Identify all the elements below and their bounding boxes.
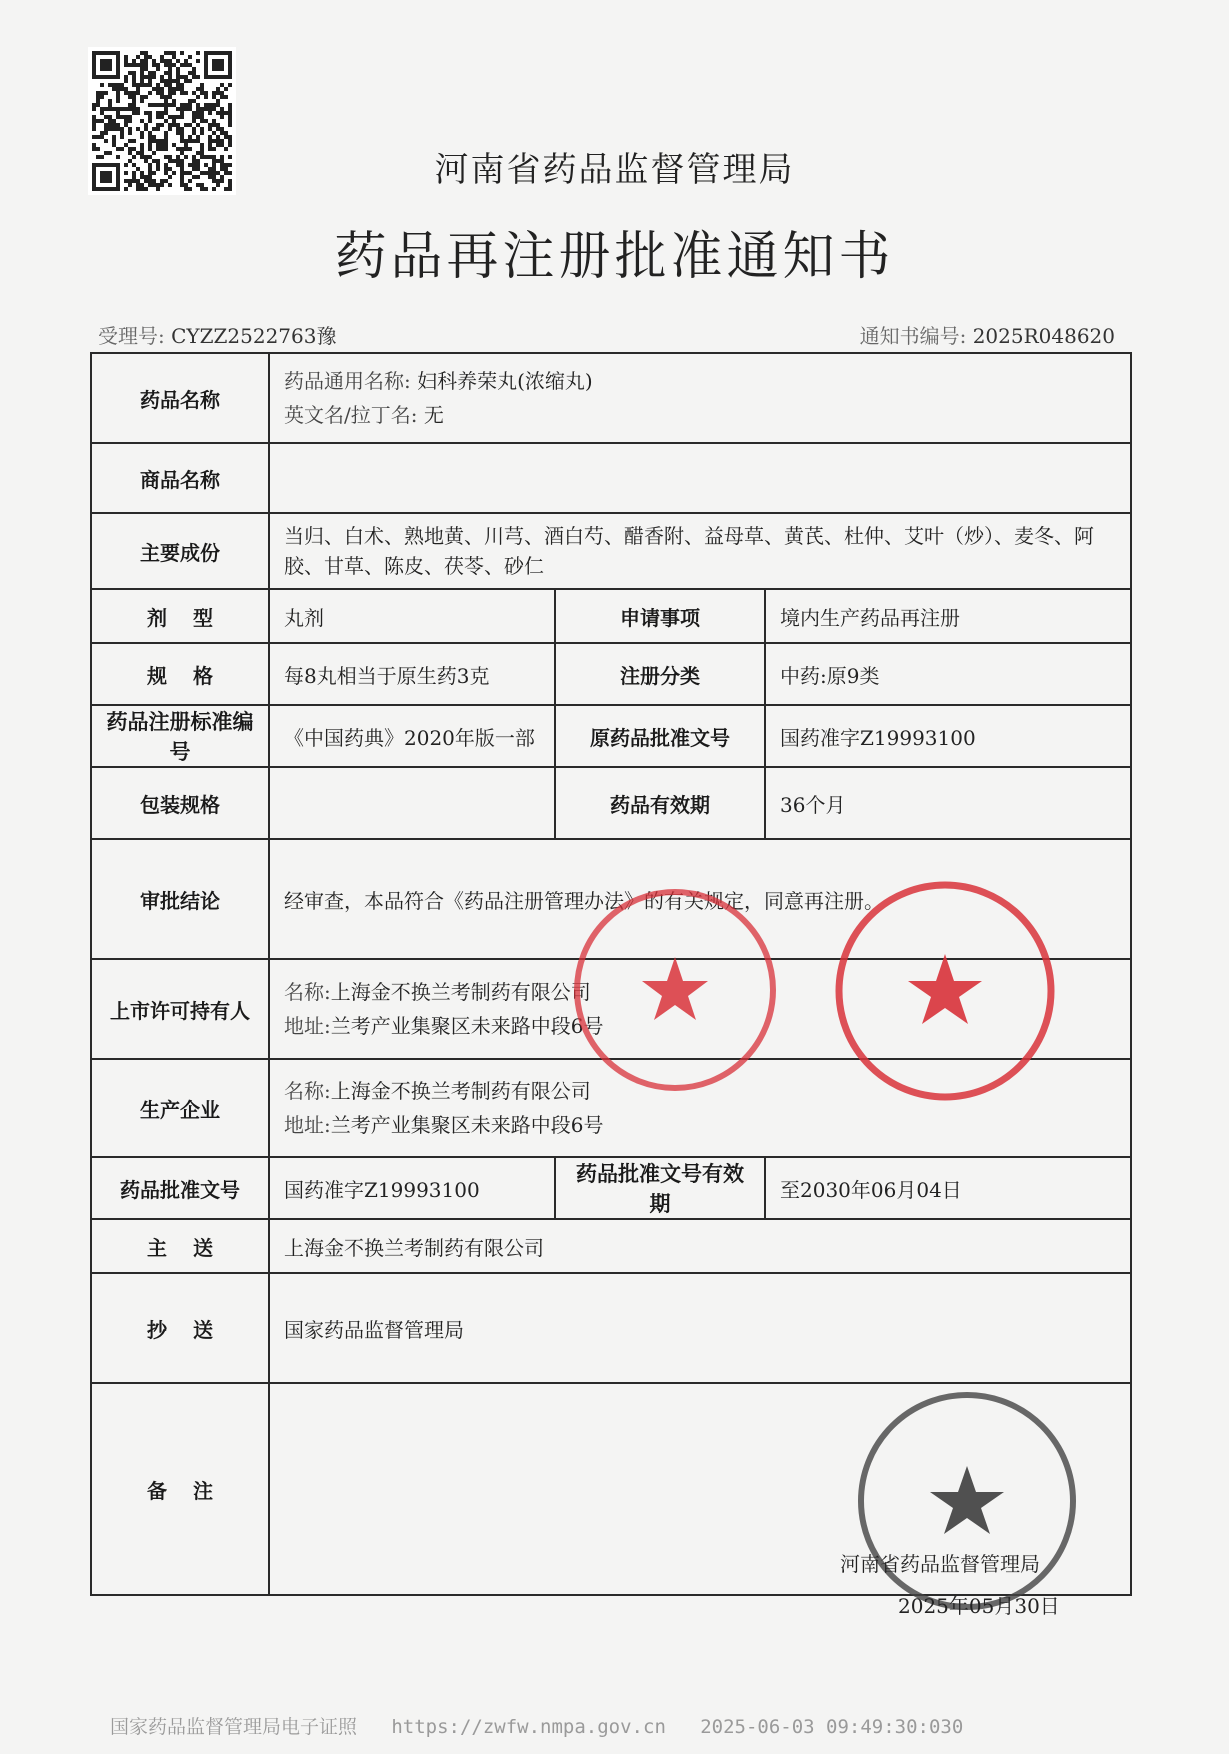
generic-name: 妇科养荣丸(浓缩丸) [417, 369, 593, 393]
approval-validity-label: 药品批准文号有效期 [555, 1157, 765, 1219]
category-label: 注册分类 [555, 643, 765, 705]
acceptance-value: CYZZ2522763豫 [171, 324, 337, 348]
application-value: 境内生产药品再注册 [765, 589, 1131, 643]
approval-no-label: 药品批准文号 [91, 1157, 269, 1219]
approval-no-value: 国药准字Z19993100 [269, 1157, 555, 1219]
holder-name-label: 名称: [284, 980, 331, 1004]
holder-address-label: 地址: [284, 1014, 331, 1038]
orig-approval-value: 国药准字Z19993100 [765, 705, 1131, 767]
issuing-office: 河南省药品监督管理局 [840, 1552, 1040, 1576]
notice-label: 通知书编号: [859, 324, 967, 348]
manufacturer-name-label: 名称: [284, 1079, 331, 1103]
manufacturer-address-label: 地址: [284, 1113, 331, 1137]
conclusion-label: 审批结论 [91, 839, 269, 959]
row-cc [91, 1273, 1131, 1383]
remarks-label: 备注 [91, 1383, 269, 1595]
agency-name: 河南省药品监督管理局 [434, 150, 795, 190]
cc-label: 抄送 [91, 1273, 269, 1383]
holder-name: 上海金不换兰考制药有限公司 [330, 980, 591, 1004]
agency-seal [852, 1386, 1082, 1616]
row-spec [91, 643, 1131, 705]
footer-watermark [110, 1712, 963, 1739]
drug-name-value [269, 353, 1131, 443]
packaging-label: 包装规格 [91, 767, 269, 839]
manufacturer-address: 兰考产业集聚区未来路中段6号 [330, 1113, 604, 1137]
footer-timestamp: 2025-06-03 09:49:30:030 [700, 1716, 964, 1738]
row-trade-name [91, 443, 1131, 513]
orig-approval-label: 原药品批准文号 [555, 705, 765, 767]
category-value: 中药:原9类 [765, 643, 1131, 705]
standard-value: 《中国药典》2020年版一部 [269, 705, 555, 767]
acceptance-label: 受理号: [98, 324, 165, 348]
notice-number [860, 320, 1115, 349]
approval-validity-value: 至2030年06月04日 [765, 1157, 1131, 1219]
row-approval-no [91, 1157, 1131, 1219]
ingredients-value: 当归、白术、熟地黄、川芎、酒白芍、醋香附、益母草、黄芪、杜仲、艾叶（炒）、麦冬、阿胶、甘草、陈皮、茯苓、砂仁 [269, 513, 1131, 589]
ingredients-label: 主要成份 [91, 513, 269, 589]
acceptance-number [98, 320, 336, 349]
holder-label: 上市许可持有人 [91, 959, 269, 1059]
main-to-value: 上海金不换兰考制药有限公司 [269, 1219, 1131, 1273]
row-ingredients [91, 513, 1131, 589]
spec-value: 每8丸相当于原生药3克 [269, 643, 555, 705]
notice-value: 2025R048620 [972, 324, 1115, 348]
application-label: 申请事项 [555, 589, 765, 643]
footer-url: https://zwfw.nmpa.gov.cn [391, 1716, 666, 1738]
english-name: 无 [423, 403, 444, 427]
dosage-form-value: 丸剂 [269, 589, 555, 643]
row-standard [91, 705, 1131, 767]
row-packaging [91, 767, 1131, 839]
trade-name-label: 商品名称 [91, 443, 269, 513]
spec-label: 规格 [91, 643, 269, 705]
footer-source: 国家药品监督管理局电子证照 [110, 1716, 358, 1738]
holder-address: 兰考产业集聚区未来路中段6号 [330, 1014, 604, 1038]
validity-value: 36个月 [765, 767, 1131, 839]
generic-name-label: 药品通用名称: [284, 369, 411, 393]
packaging-value [269, 767, 555, 839]
row-dosage-form [91, 589, 1131, 643]
validity-label: 药品有效期 [555, 767, 765, 839]
manufacturer-seal [830, 876, 1060, 1106]
manufacturer-label: 生产企业 [91, 1059, 269, 1157]
standard-label: 药品注册标准编号 [91, 705, 269, 767]
document-title: 药品再注册批准通知书 [334, 227, 895, 287]
dosage-form-label: 剂型 [91, 589, 269, 643]
trade-name-value [269, 443, 1131, 513]
cc-value: 国家药品监督管理局 [269, 1273, 1131, 1383]
holder-seal [570, 885, 780, 1095]
english-name-label: 英文名/拉丁名: [284, 403, 418, 427]
main-to-label: 主送 [91, 1219, 269, 1273]
issue-date: 2025年05月30日 [898, 1594, 1060, 1618]
manufacturer-name: 上海金不换兰考制药有限公司 [330, 1079, 591, 1103]
drug-name-label: 药品名称 [91, 353, 269, 443]
conclusion-value: 经审查，本品符合《药品注册管理办法》的有关规定，同意再注册。 [269, 839, 1131, 959]
row-main-to [91, 1219, 1131, 1273]
row-drug-name [91, 353, 1131, 443]
